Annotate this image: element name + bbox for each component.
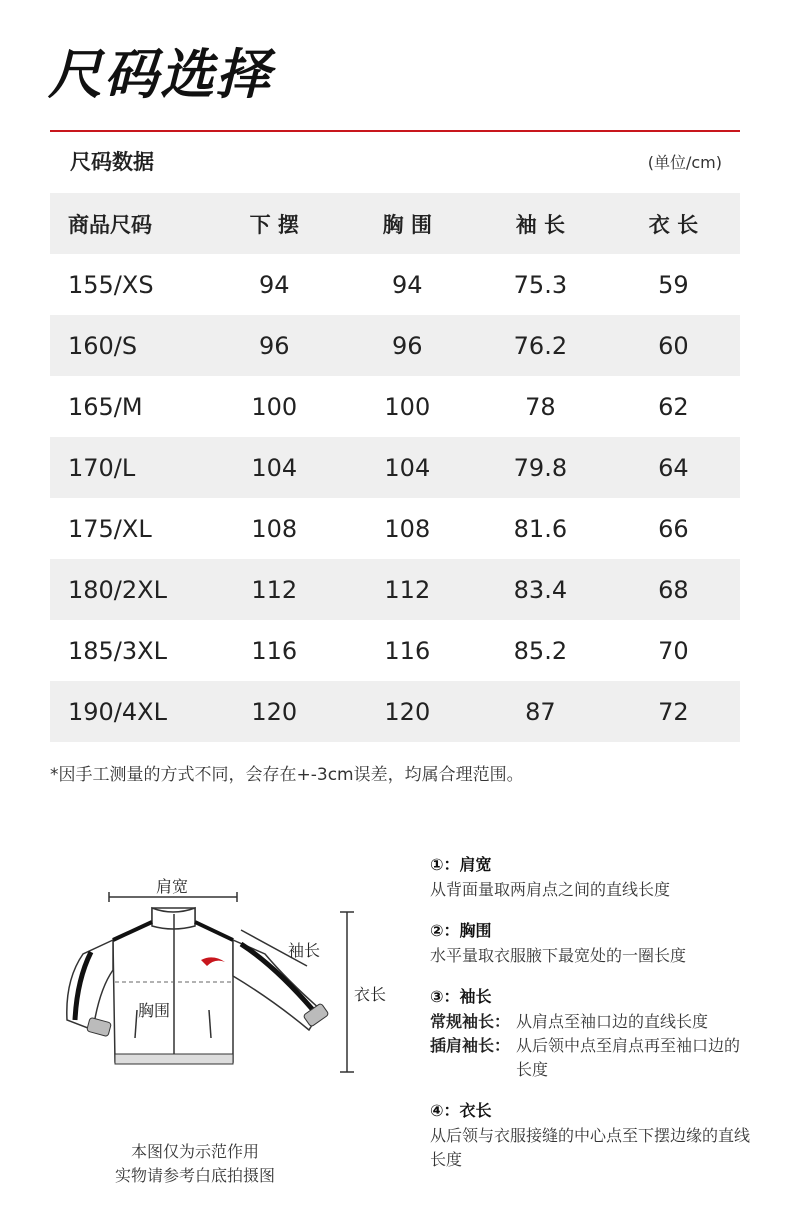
table-cell: 85.2	[513, 636, 568, 665]
definition-title: ①：肩宽	[430, 855, 492, 874]
table-cell: 72	[658, 697, 689, 726]
table-cell: 175/XL	[68, 514, 152, 543]
definition-text: 从背面量取两肩点之间的直线长度	[430, 880, 671, 899]
definition-shoulder	[430, 852, 750, 902]
table-cell: 59	[658, 270, 689, 299]
table-cell: 100	[384, 392, 431, 421]
table-row	[50, 620, 740, 681]
table-cell: 120	[251, 697, 298, 726]
table-row	[50, 376, 740, 437]
caption-line: 本图仅为示范作用	[130, 1142, 259, 1161]
table-cell: 165/M	[68, 392, 143, 421]
definition-item-label: 常规袖长：	[430, 1012, 511, 1031]
table-cell: 96	[392, 331, 423, 360]
table-cell: 112	[251, 575, 298, 604]
table-cell: 68	[658, 575, 689, 604]
chest-label: 胸围	[138, 1001, 171, 1020]
table-row	[50, 498, 740, 559]
table-cell: 75.3	[513, 270, 568, 299]
table-cell: 104	[384, 453, 431, 482]
table-cell: 78	[525, 392, 556, 421]
definition-sleeve	[430, 984, 750, 1082]
definition-length	[430, 1098, 750, 1172]
table-cell: 94	[258, 270, 290, 299]
header-cell: 下 摆	[249, 212, 299, 237]
table-cell: 66	[658, 514, 689, 543]
table-cell: 108	[251, 514, 298, 543]
table-header-row	[50, 193, 740, 254]
length-label: 衣长	[354, 985, 387, 1004]
sleeve-label: 袖长	[288, 941, 321, 960]
table-cell: 185/3XL	[68, 636, 167, 665]
header-cell: 袖 长	[515, 212, 566, 237]
definition-title: ②：胸围	[430, 921, 492, 940]
page-title: 尺码选择	[48, 43, 272, 106]
table-row	[50, 559, 740, 620]
table-cell: 83.4	[513, 575, 568, 604]
table-cell: 108	[384, 514, 431, 543]
table-cell: 79.8	[513, 453, 568, 482]
definition-text: 水平量取衣服腋下最宽处的一圈长度	[430, 946, 687, 965]
measurement-note: *因手工测量的方式不同，会存在+-3cm误差，均属合理范围。	[50, 765, 524, 785]
table-cell: 170/L	[68, 453, 136, 482]
header-cell: 胸 围	[382, 212, 432, 237]
title-divider	[50, 130, 740, 132]
section-subtitle: 尺码数据	[70, 150, 154, 174]
definition-item-text: 从后领中点至肩点再至袖口边的长度	[516, 1036, 741, 1079]
caption-line: 实物请参考白底拍摄图	[114, 1166, 275, 1185]
definition-text: 从后领与衣服接缝的中心点至下摆边缘的直线长度	[430, 1126, 751, 1169]
table-cell: 160/S	[68, 331, 138, 360]
table-cell: 70	[658, 636, 689, 665]
definition-chest	[430, 918, 750, 968]
table-cell: 155/XS	[68, 270, 154, 299]
table-row	[50, 254, 740, 315]
table-cell: 81.6	[513, 514, 568, 543]
table-cell: 64	[658, 453, 689, 482]
unit-label: (单位/cm)	[647, 153, 722, 172]
table-cell: 120	[384, 697, 431, 726]
size-table	[50, 193, 740, 742]
table-cell: 87	[525, 697, 556, 726]
shoulder-label: 肩宽	[156, 877, 189, 896]
measurement-definitions	[430, 852, 750, 1188]
table-cell: 190/4XL	[68, 697, 167, 726]
definition-title: ③：袖长	[430, 987, 492, 1006]
definition-title: ④：衣长	[430, 1101, 492, 1120]
table-cell: 100	[251, 392, 298, 421]
table-cell: 104	[251, 453, 298, 482]
table-cell: 76.2	[513, 331, 568, 360]
table-cell: 94	[392, 270, 423, 299]
table-cell: 112	[384, 575, 431, 604]
definition-item-label: 插肩袖长：	[430, 1036, 511, 1055]
definition-item-text: 从肩点至袖口边的直线长度	[516, 1012, 709, 1031]
table-row	[50, 315, 740, 376]
table-cell: 116	[251, 636, 298, 665]
jacket-diagram	[55, 870, 395, 1090]
table-cell: 62	[658, 392, 689, 421]
table-cell: 60	[658, 331, 689, 360]
header-cell: 衣 长	[648, 212, 699, 237]
definition-item	[430, 1034, 750, 1082]
table-cell: 180/2XL	[68, 575, 167, 604]
table-row	[50, 681, 740, 742]
header-cell: 商品尺码	[68, 212, 152, 237]
diagram-caption	[95, 1140, 295, 1188]
table-cell: 116	[384, 636, 431, 665]
table-row	[50, 437, 740, 498]
table-cell: 96	[258, 331, 290, 360]
definition-item	[430, 1010, 750, 1034]
